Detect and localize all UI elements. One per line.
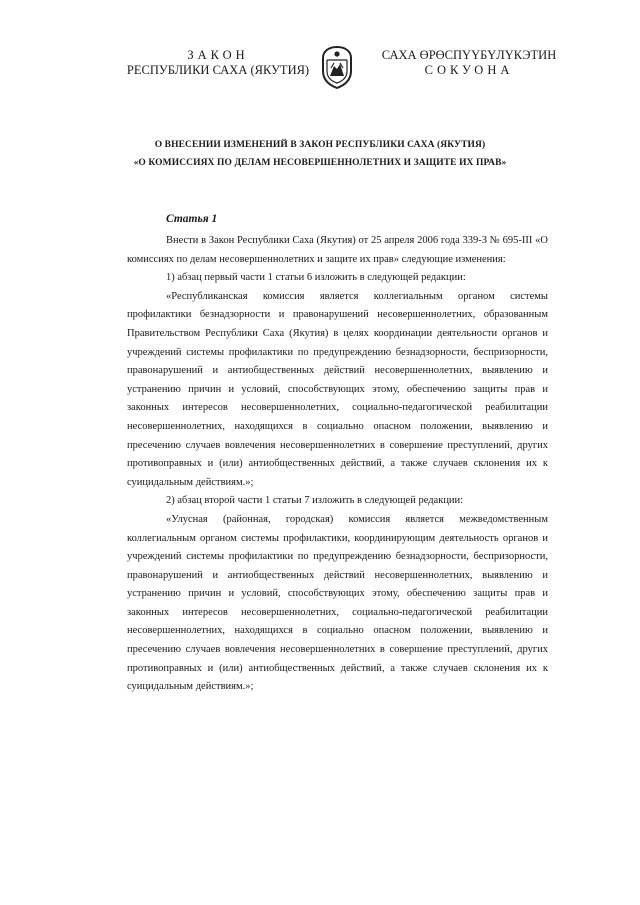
header-right-line1: САХА ӨРӨСПҮҮБҮЛҮКЭТИН: [381, 48, 557, 62]
paragraph: «Республиканская комиссия является коллегиальным органом системы профилактики безнадзорности и правонарушений несовершеннолетних, образованным Правительством Республики Саха (Якутия) в целях координации деятельности органов и учреждений системы профилактики по предупреждению безнадзорности, беспризорности, правонарушений и антиобщественных действий несовершеннолетних, выявлению и устранению причин и условий, способствующих этому, обеспечению защиты прав и законных интересов несовершеннолетних, социально-педагогической реабилитации несовершеннолетних, находящихся в социально опасном положении, выявлению и пресечению случаев вовлечения несовершеннолетних в совершение преступлений, других противоправных и (или) антиобщественных действий, а также случаев склонения их к суицидальным действиям.»;: [127, 290, 548, 488]
paragraph: 2) абзац второй части 1 статьи 7 изложить в следующей редакции:: [166, 495, 464, 507]
article-body: [127, 232, 548, 697]
paragraph: Внести в Закон Республики Саха (Якутия) от 25 апреля 2006 года 339-З № 695-III «О комиссиях по делам несовершеннолетних и защите их прав» следующие изменения:: [127, 235, 548, 265]
coat-of-arms-icon: [314, 44, 360, 90]
paragraph: «Улусная (районная, городская) комиссия является межведомственным коллегиальным органом системы профилактики, координирующим деятельность органов и учреждений системы профилактики по предупреждению безнадзорности, беспризорности, правонарушений и антиобщественных действий несовершеннолетних, выявлению и устранению причин и условий, способствующих этому, обеспечению защиты прав и законных интересов несовершеннолетних, социально-педагогической реабилитации несовершеннолетних, находящихся в социально опасном положении, выявлению и пресечению случаев вовлечения несовершеннолетних в совершение преступлений, других противоправных и (или) антиобщественных действий, а также случаев склонения их к суицидальным действиям.»;: [127, 513, 548, 693]
header-left: [120, 48, 316, 78]
article-heading: Статья 1: [166, 213, 218, 225]
law-title-line1: О ВНЕСЕНИИ ИЗМЕНЕНИЙ В ЗАКОН РЕСПУБЛИКИ САХА (ЯКУТИЯ): [154, 140, 486, 150]
header-right-line2: СОКУОНА: [424, 63, 514, 77]
header-right: [370, 48, 568, 78]
header-left-line2: РЕСПУБЛИКИ САХА (ЯКУТИЯ): [126, 63, 310, 77]
paragraph: 1) абзац первый части 1 статьи 6 изложить в следующей редакции:: [166, 272, 466, 284]
law-title-line2: «О КОМИССИЯХ ПО ДЕЛАМ НЕСОВЕРШЕННОЛЕТНИХ И ЗАЩИТЕ ИХ ПРАВ»: [133, 158, 507, 168]
header-left-line1: ЗАКОН: [187, 48, 249, 62]
